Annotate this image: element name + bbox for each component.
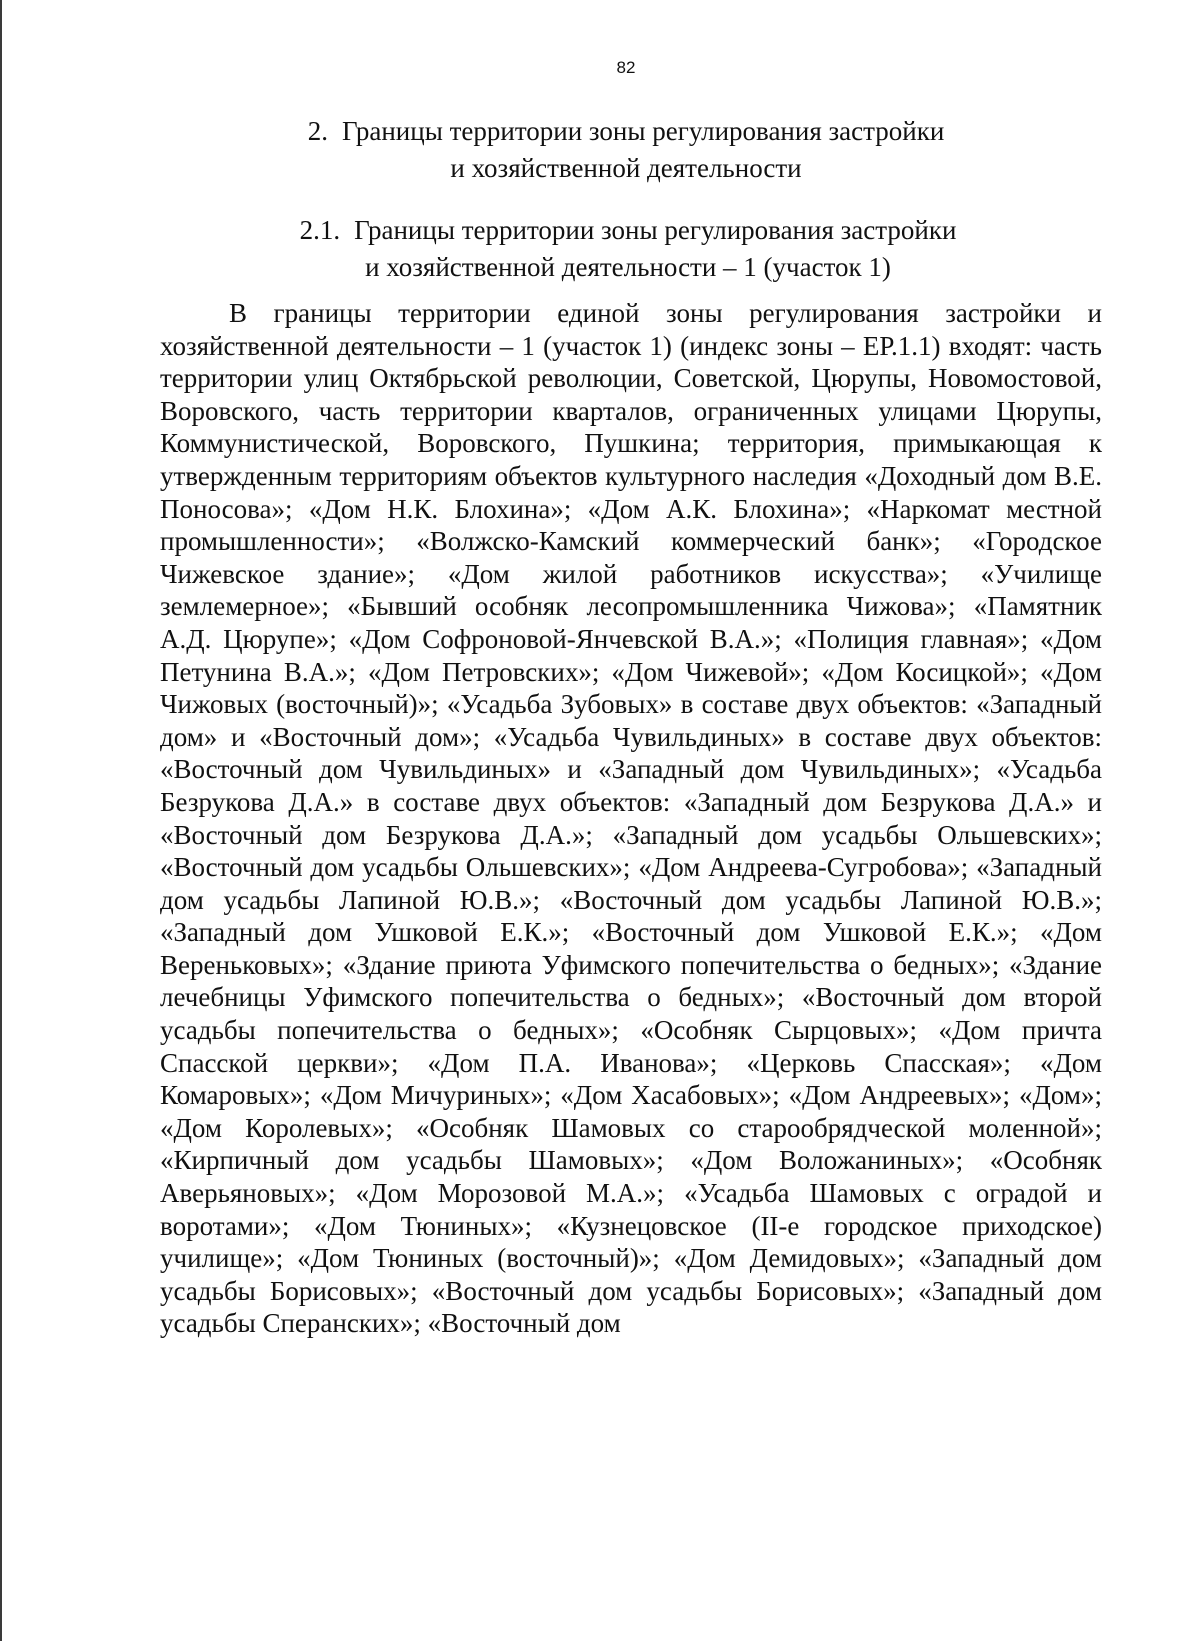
- subsection-heading-line-1: [0, 212, 1200, 249]
- subsection-heading: [0, 212, 1200, 286]
- section-heading: [0, 113, 1200, 187]
- section-title-part-1: Границы территории зоны регулирования застройки: [341, 116, 945, 146]
- page-number: 82: [616, 58, 636, 77]
- subsection-number: 2.1.: [299, 215, 341, 245]
- subsection-heading-line-2: [0, 249, 1200, 286]
- body-paragraph: В границы территории единой зоны регулирования застройки и хозяйственной деятельности – 1 (участок 1) (индекс зоны – ЕР.1.1) входят: часть территории улиц Октябрьской революции, Советской, Цюрупы, Новомостовой, Воровского, часть территории кварталов, ограниченных улицами Цюрупы, Коммунистической, Воровского, Пушкина; территория, примыкающая к утвержденным территориям объектов культурного наследия «Доходный дом В.Е. Поносова»; «Дом Н.К. Блохина»; «Дом А.К. Блохина»; «Наркомат местной промышленности»; «Волжско-Камский коммерческий банк»; «Городское Чижевское здание»; «Дом жилой работников искусства»; «Училище землемерное»; «Бывший особняк лесопромышленника Чижова»; «Памятник А.Д. Цюрупе»; «Дом Софроновой-Янчевской В.А.»; «Полиция главная»; «Дом Петунина В.А.»; «Дом Петровских»; «Дом Чижевой»; «Дом Косицкой»; «Дом Чижовых (восточный)»; «Усадьба Зубовых» в составе двух объектов: «Западный дом» и «Восточный дом»; «Усадьба Чувильдиных» в составе двух объектов: «Восточный дом Чувильдиных» и «Западный дом Чувильдиных»; «Усадьба Безрукова Д.А.» в составе двух объектов: «Западный дом Безрукова Д.А.» и «Восточный дом Безрукова Д.А.»; «Западный дом усадьбы Ольшевских»; «Восточный дом усадьбы Ольшевских»; «Дом Андреева-Сугробова»; «Западный дом усадьбы Лапиной Ю.В.»; «Восточный дом усадьбы Лапиной Ю.В.»; «Западный дом Ушковой Е.К.»; «Восточный дом Ушковой Е.К.»; «Дом Вереньковых»; «Здание приюта Уфимского попечительства о бедных»; «Здание лечебницы Уфимского попечительства о бедных»; «Восточный дом второй усадьбы попечительства о бедных»; «Особняк Сырцовых»; «Дом причта Спасской церкви»; «Дом П.А. Иванова»; «Церковь Спасская»; «Дом Комаровых»; «Дом Мичуриных»; «Дом Хасабовых»; «Дом Андреевых»; «Дом»; «Дом Королевых»; «Особняк Шамовых со старообрядческой моленной»; «Кирпичный дом усадьбы Шамовых»; «Дом Воложаниных»; «Особняк Аверьяновых»; «Дом Морозовой М.А.»; «Усадьба Шамовых с оградой и воротами»; «Дом Тюниных»; «Кузнецовское (II-е городское приходское) училище»; «Дом Тюниных (восточный)»; «Дом Демидовых»; «Западный дом усадьбы Борисовых»; «Восточный дом усадьбы Борисовых»; «Западный дом усадьбы Сперанских»; «Восточный дом: [160, 298, 1102, 1339]
- subsection-title-part-1: Границы территории зоны регулирования застройки: [354, 215, 957, 245]
- section-heading-line-1: [0, 113, 1200, 150]
- section-title-part-2: и хозяйственной деятельности: [450, 153, 802, 183]
- subsection-title-part-2: и хозяйственной деятельности – 1 (участок 1): [365, 252, 891, 282]
- section-number: 2.: [307, 116, 328, 146]
- section-heading-line-2: [0, 150, 1200, 187]
